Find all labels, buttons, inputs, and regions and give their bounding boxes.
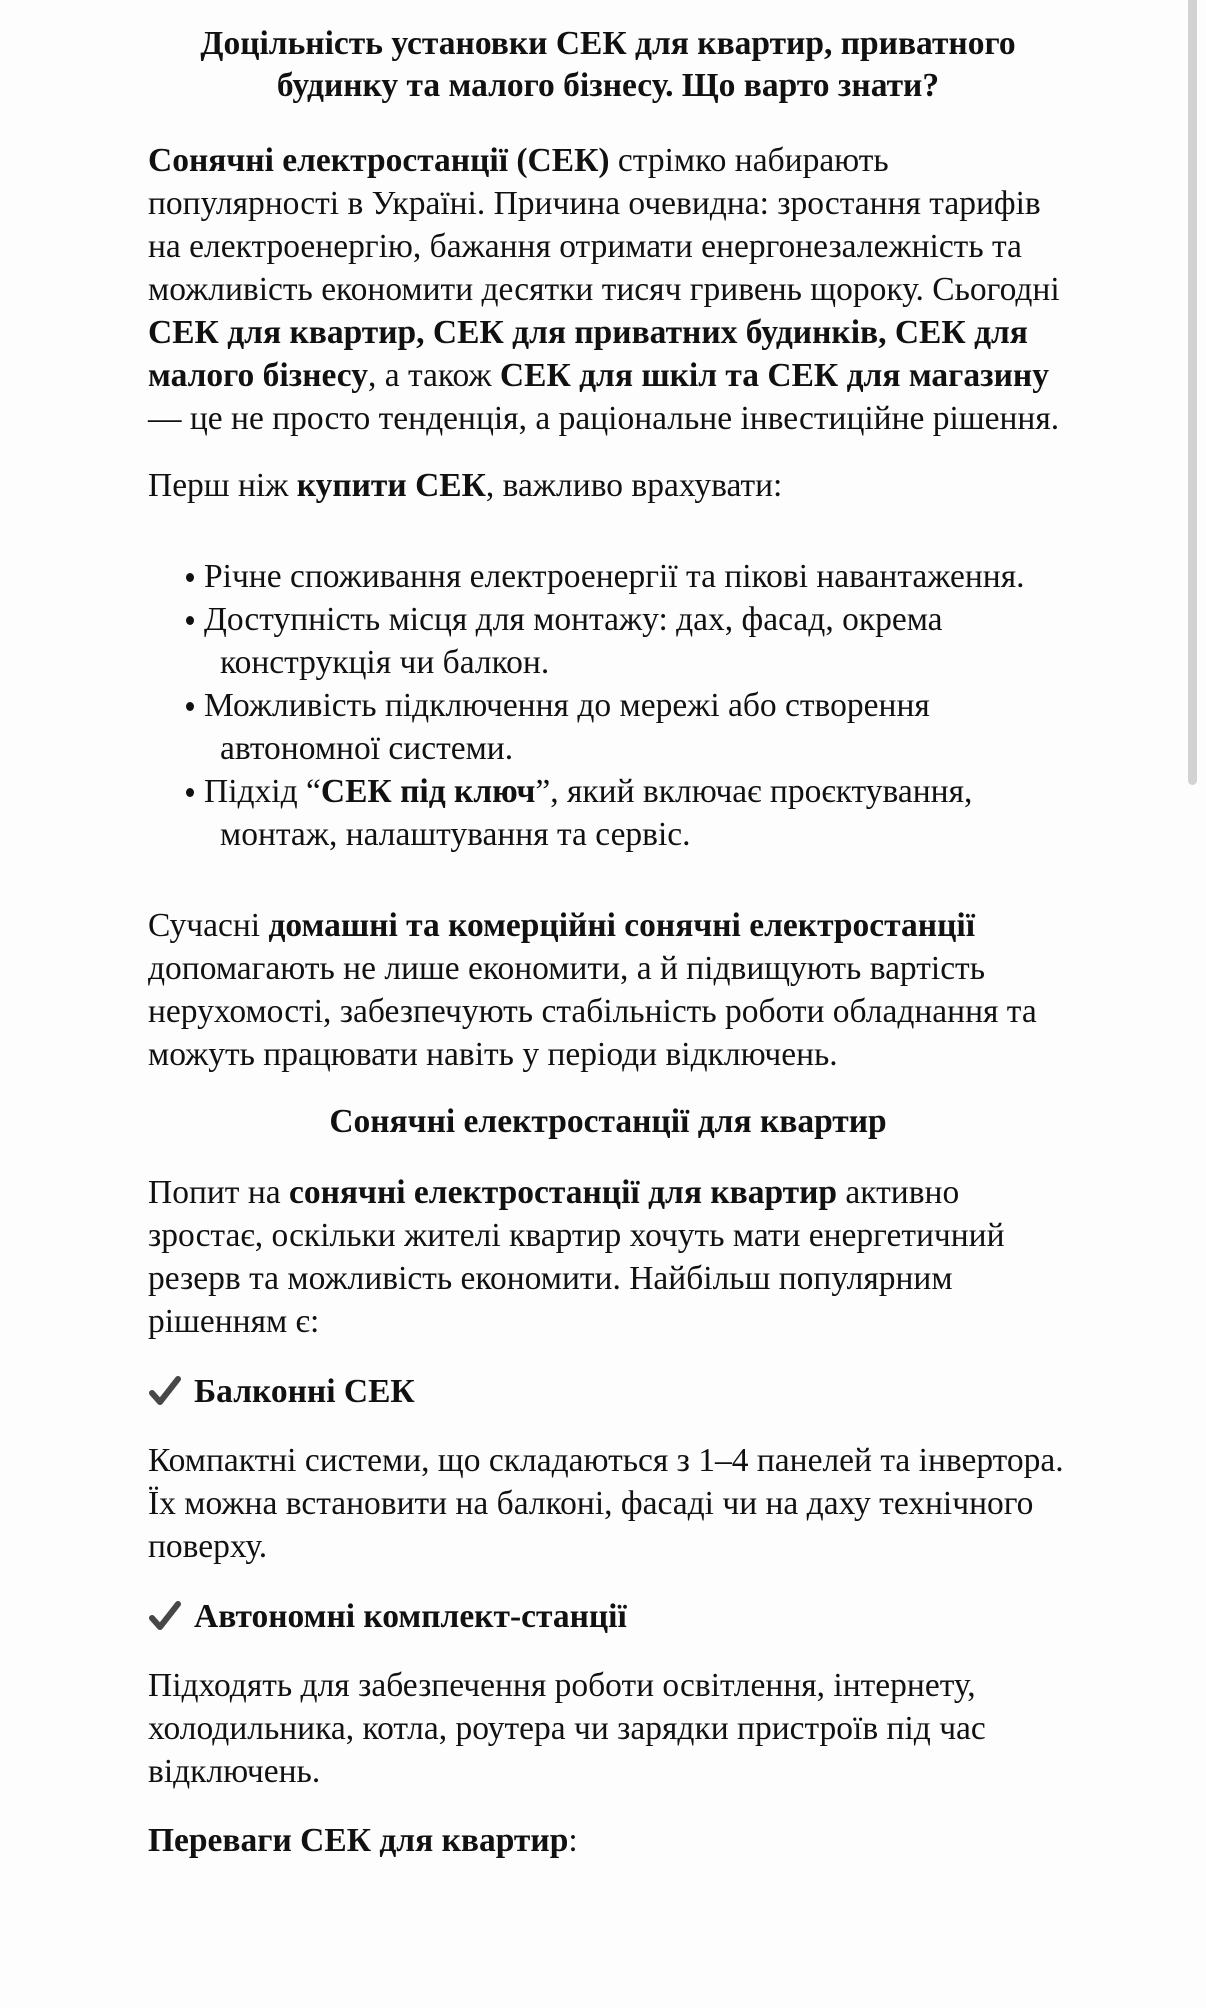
scrollbar-thumb[interactable] <box>1188 0 1197 785</box>
option-title: Автономні комплект-станції <box>194 1597 627 1635</box>
check-mark-icon <box>148 1374 182 1408</box>
list-item <box>148 770 1068 856</box>
intro-bold-2: СЕК для квартир, СЕК для приватних будинків, СЕК для малого бізнесу <box>148 314 1028 394</box>
modern-bold: домашні та комерційні сонячні електростанції <box>268 907 976 944</box>
modern-paragraph <box>148 904 1068 1076</box>
before-buy-text-2: , важливо врахувати: <box>485 467 783 504</box>
demand-bold: сонячні електростанції для квартир <box>289 1173 838 1211</box>
option-heading-balcony <box>148 1370 1068 1413</box>
bullet-icon <box>186 788 194 797</box>
before-buy-text-1: Перш ніж <box>148 467 297 504</box>
list-item-text-2: ”, який включає проєктування, монтаж, налаштування та сервіс. <box>220 773 973 853</box>
intro-text-2: , а також <box>367 357 500 394</box>
list-item-text-1: Підхід “ <box>204 773 321 810</box>
demand-paragraph <box>148 1171 1068 1343</box>
intro-paragraph <box>148 139 1068 440</box>
modern-text-1: Сучасні <box>148 907 269 944</box>
section-heading: Сонячні електростанції для квартир <box>329 1103 887 1140</box>
list-item <box>148 598 1068 684</box>
demand-text-1: Попит на <box>148 1173 289 1211</box>
article-title: Доцільність установки СЕК для квартир, приватного будинку та малого бізнесу. Що варто знати? <box>200 25 1016 104</box>
bullet-icon <box>186 702 194 711</box>
before-buy-paragraph <box>148 464 1068 507</box>
benefits-heading <box>148 1819 1068 1862</box>
bullet-icon <box>186 573 194 582</box>
list-item-bold: СЕК під ключ <box>320 773 536 810</box>
intro-bold-3: СЕК для шкіл та СЕК для магазину <box>499 357 1049 394</box>
before-buy-bold: купити СЕК <box>296 467 486 504</box>
intro-bold-1: Сонячні електростанції (СЕК) <box>148 142 610 179</box>
option-description: Підходять для забезпечення роботи освітлення, інтернету, холодильника, котла, роутера чи зарядки пристроїв під час відключень. <box>148 1666 986 1790</box>
bullet-icon <box>186 616 194 625</box>
option-title: Балконні СЕК <box>194 1372 415 1410</box>
list-item <box>148 555 1068 598</box>
list-item-text: Доступність місця для монтажу: дах, фасад, окрема конструкція чи балкон. <box>204 601 943 681</box>
benefits-colon: : <box>568 1821 578 1859</box>
list-item <box>148 684 1068 770</box>
article <box>148 0 1068 1862</box>
intro-text-1: стрімко набирають популярності в Україні. Причина очевидна: зростання тарифів на електроенергію, бажання отримати енергонезалежність та можливість економити десятки тисяч гривень щороку. Сьогодні <box>148 142 1060 308</box>
modern-text-2: допомагають не лише економити, а й підвищують вартість нерухомості, забезпечують стабільність роботи обладнання та можуть працювати навіть у періоди відключень. <box>148 950 1037 1073</box>
list-item-text: Річне споживання електроенергії та пікові навантаження. <box>204 558 1025 595</box>
considerations-list <box>148 555 1068 856</box>
option-heading-autonomous <box>148 1595 1068 1638</box>
option-description: Компактні системи, що складаються з 1–4 панелей та інвертора. Їх можна встановити на балконі, фасаді чи на даху технічного поверху. <box>148 1441 1064 1565</box>
benefits-bold: Переваги СЕК для квартир <box>148 1821 569 1859</box>
intro-text-3: — це не просто тенденція, а раціональне інвестиційне рішення. <box>148 400 1060 437</box>
demand-text-2: активно зростає, оскільки жителі квартир хочуть мати енергетичний резерв та можливість економити. Найбільш популярним рішенням є: <box>148 1173 1005 1340</box>
list-item-text: Можливість підключення до мережі або створення автономної системи. <box>204 687 930 767</box>
check-mark-icon <box>148 1599 182 1633</box>
